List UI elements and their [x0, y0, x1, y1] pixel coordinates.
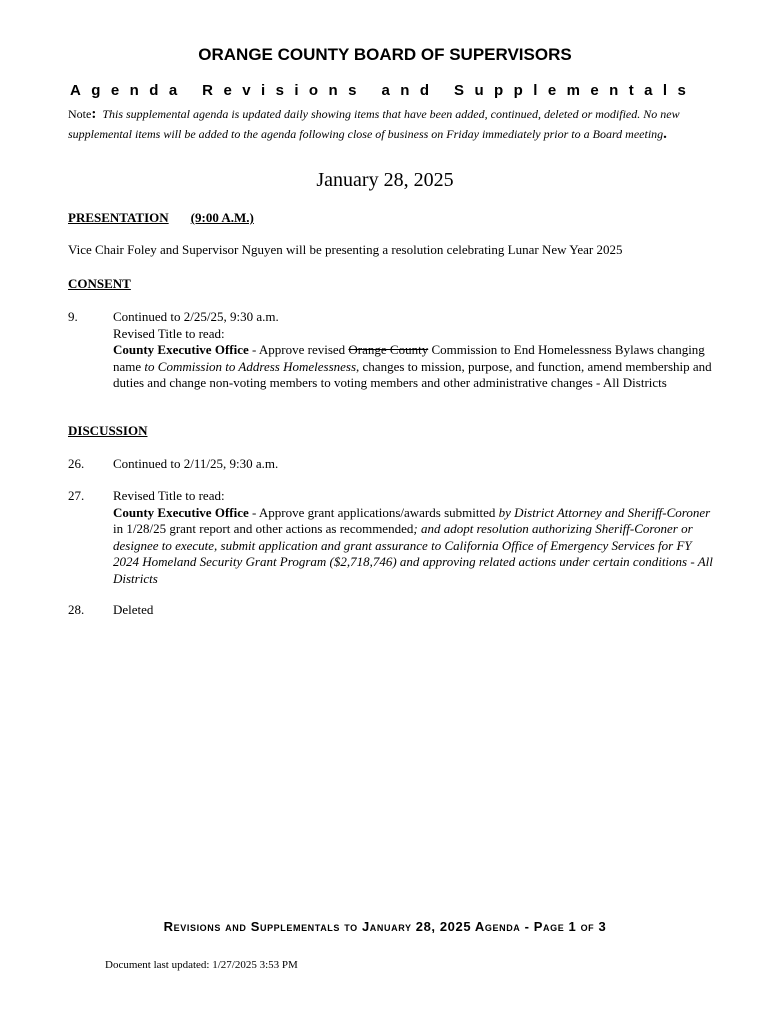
- subtitle-letter: p: [494, 82, 504, 99]
- subtitle-letter: u: [474, 82, 484, 99]
- subtitle-letter: n: [609, 82, 619, 99]
- inserted-text: to Commission to Address Homelessness: [144, 358, 357, 374]
- subtitle-letter: S: [454, 82, 465, 99]
- subtitle-letter: e: [110, 82, 120, 99]
- presentation-heading: [68, 210, 254, 226]
- subtitle-letter: n: [129, 82, 139, 99]
- meeting-date: January 28, 2025: [316, 169, 454, 191]
- item-department: County Executive Office: [113, 342, 249, 357]
- item-status: Continued to 2/25/25, 9:30 a.m.: [113, 309, 279, 324]
- subtitle-letter: p: [513, 82, 523, 99]
- agenda-item-9: [113, 309, 713, 392]
- subtitle-letter: s: [275, 82, 284, 99]
- inserted-text: ; and adopt resolution authorizing Sheriff-Coroner or designee to execute, submit application and grant assurance to California Office of Emergency Services for FY 2024 Homeland Security Grant Program ($2,718,746) and approving related actions under certain conditions - All Districts: [113, 521, 713, 586]
- subtitle-letter: l: [533, 82, 538, 99]
- consent-heading: CONSENT: [68, 276, 131, 291]
- subtitle-letter: l: [662, 82, 668, 99]
- page-subtitle: [70, 82, 686, 99]
- item-department: County Executive Office: [113, 504, 249, 520]
- note-colon: :: [91, 106, 97, 122]
- item-number: 26.: [68, 456, 85, 471]
- discussion-heading: DISCUSSION: [68, 423, 148, 438]
- subtitle-letter: i: [294, 82, 299, 99]
- supplemental-note: [68, 104, 708, 144]
- subtitle-letter: i: [260, 82, 266, 99]
- subtitle-letter: n: [328, 82, 338, 99]
- page-title: ORANGE COUNTY BOARD OF SUPERVISORS: [198, 45, 572, 64]
- item-number: 27.: [68, 488, 85, 503]
- subtitle-letter: a: [381, 82, 390, 99]
- page-footer: Revisions and Supplementals to January 28, 2025 Agenda - Page 1 of 3: [163, 919, 607, 934]
- subtitle-letter: d: [149, 82, 159, 99]
- subtitle-letter: s: [348, 82, 357, 99]
- item-text: Commission to End Homelessness Bylaws changing name: [113, 342, 705, 374]
- subtitle-letter: [188, 82, 192, 99]
- item-text: - Approve revised: [248, 342, 349, 357]
- subtitle-letter: e: [547, 82, 557, 99]
- subtitle-letter: s: [677, 82, 686, 99]
- agenda-item-28: Deleted: [113, 602, 154, 617]
- subtitle-letter: v: [242, 82, 251, 99]
- subtitle-letter: n: [400, 82, 410, 99]
- presentation-time: (9:00 A.M.): [190, 210, 254, 225]
- last-updated: Document last updated: 1/27/2025 3:53 PM: [105, 959, 298, 971]
- item-description: [113, 342, 713, 392]
- subtitle-letter: R: [202, 82, 214, 99]
- subtitle-letter: A: [70, 82, 81, 99]
- subtitle-letter: e: [223, 82, 232, 99]
- subtitle-letter: d: [419, 82, 429, 99]
- item-number: 9.: [68, 309, 78, 324]
- note-period: .: [663, 126, 667, 142]
- inserted-text: by District Attorney and Sheriff-Coroner: [498, 504, 711, 520]
- item-description: [113, 505, 713, 588]
- subtitle-letter: a: [168, 82, 178, 99]
- subtitle-letter: [367, 82, 371, 99]
- subtitle-letter: g: [91, 82, 101, 99]
- item-text: in 1/28/25 grant report and other actions as recommended: [113, 521, 414, 536]
- subtitle-letter: [439, 82, 443, 99]
- item-revision-label: Revised Title to read:: [113, 488, 225, 503]
- subtitle-letter: m: [566, 82, 580, 99]
- subtitle-letter: o: [308, 82, 319, 99]
- note-label: Note: [68, 107, 92, 121]
- presentation-label: PRESENTATION: [68, 210, 169, 225]
- presentation-text: Vice Chair Foley and Supervisor Nguyen will be presenting a resolution celebrating Lunar New Year 2025: [68, 242, 623, 257]
- item-text: - Approve grant applications/awards submitted: [248, 504, 499, 520]
- agenda-item-27: [113, 488, 713, 587]
- struck-text: Orange County: [348, 342, 429, 357]
- item-number: 28.: [68, 602, 85, 617]
- subtitle-letter: a: [644, 82, 653, 99]
- subtitle-letter: t: [628, 82, 634, 99]
- note-text: This supplemental agenda is updated daily showing items that have been added, continued, deleted or modified. No new supplemental items will be added to the agenda following close of business on Friday immediately prior to a Board meeting: [68, 107, 680, 141]
- item-text: , changes to mission, purpose, and function, amend membership and duties and change non-voting members to voting members and other administrative changes - All Districts: [113, 358, 712, 390]
- item-revision-label: Revised Title to read:: [113, 325, 225, 341]
- subtitle-letter: e: [590, 82, 599, 99]
- agenda-item-26: Continued to 2/11/25, 9:30 a.m.: [113, 456, 279, 471]
